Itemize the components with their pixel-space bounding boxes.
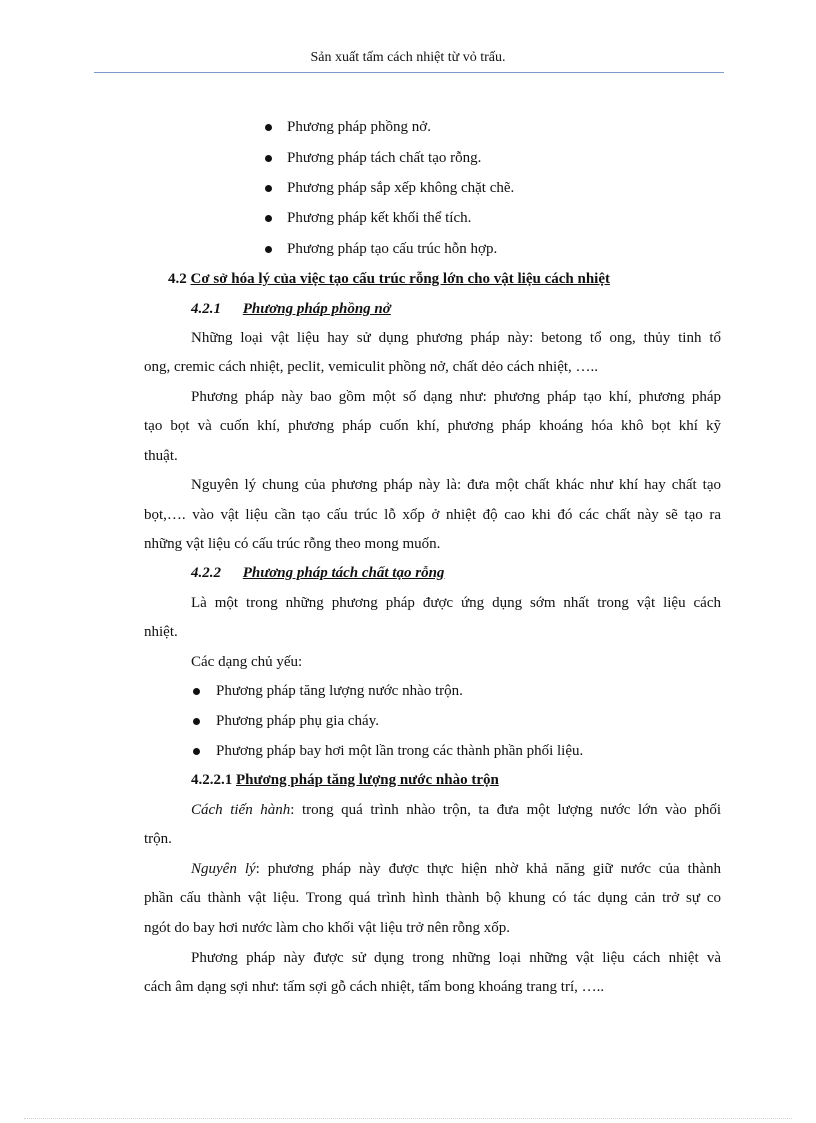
paragraph-line: Là một trong những phương pháp được ứng dụng sớm nhất trong vật liệu cách [191,595,721,611]
subsubsection-number: 4.2.2.1 [191,772,233,788]
subsection-title: Phương pháp tách chất tạo rỗng [242,565,445,581]
page-header: Sản xuất tấm cách nhiệt từ vỏ trấu. [310,50,506,65]
paragraph-line: Nguyên lý chung của phương pháp này là: đưa một chất khác như khí hay chất tạo [191,477,721,493]
paragraph-line: Những loại vật liệu hay sử dụng phương pháp này: betong tổ ong, thủy tinh tổ [191,330,721,346]
bullet-icon [265,215,272,222]
bullet-icon [265,155,272,162]
paragraph-line: phần cấu thành vật liệu. Trong quá trình hình thành bộ khung có tác dụng cản trở sự co [144,890,721,906]
paragraph-line: Phương pháp này bao gồm một số dạng như: phương pháp tạo khí, phương pháp [191,389,721,405]
subsection-number: 4.2.2 [191,565,221,581]
list-item: Phương pháp bay hơi một lần trong các thành phần phối liệu. [216,743,584,759]
subsection-heading [191,299,391,319]
section-number: 4.2 [168,271,187,287]
paragraph-line: bọt,…. vào vật liệu cần tạo cấu trúc lỗ xốp ở nhiệt độ cao khi đó các chất này sẽ tạo ra [144,507,721,523]
section-title: Cơ sở hóa lý của việc tạo cấu trúc rỗng lớn cho vật liệu cách nhiệt [190,271,610,287]
paragraph-line: Phương pháp này được sử dụng trong những loại những vật liệu cách nhiệt và [191,950,721,966]
list-item: Phương pháp phụ gia cháy. [216,713,379,729]
bullet-icon [265,185,272,192]
paragraph-line: những vật liệu có cấu trúc rỗng theo mong muốn. [144,536,441,552]
paragraph-line: trộn. [144,831,172,847]
paragraph-line [191,800,721,820]
section-heading [168,269,610,289]
subsection-title: Phương pháp phồng nở [242,301,391,317]
subsection-number: 4.2.1 [191,301,221,317]
subsection-heading [191,563,444,583]
list-item: Phương pháp phồng nở. [287,119,431,135]
bullet-icon [265,124,272,131]
paragraph-line: ong, cremic cách nhiệt, peclit, vemiculit phồng nở, chất dẻo cách nhiệt, ….. [144,359,599,375]
paragraph-line: cách âm dạng sợi như: tấm sợi gỗ cách nhiệt, tấm bong khoáng trang trí, ….. [144,979,605,995]
bullet-icon [193,718,200,725]
paragraph-line: thuật. [144,448,178,464]
bullet-icon [193,688,200,695]
subsubsection-heading [191,770,499,790]
paragraph-text: : phương pháp này được thực hiện nhờ khả năng giữ nước của thành [255,861,721,877]
paragraph-line: ngót do bay hơi nước làm cho khối vật liệu trở nên rỗng xốp. [144,920,511,936]
paragraph-line: nhiệt. [144,624,178,640]
paragraph-line: tạo bọt và cuốn khí, phương pháp cuốn khí, phương pháp khoáng hóa khô bọt khí kỹ [144,418,721,434]
paragraph-lead: Nguyên lý [191,861,256,877]
bullet-icon [193,748,200,755]
list-item: Phương pháp sắp xếp không chặt chẽ. [287,180,515,196]
page-bottom-border [24,1118,792,1119]
paragraph-text: : trong quá trình nhào trộn, ta đưa một lượng nước lớn vào phối [290,802,722,818]
list-item: Phương pháp kết khối thể tích. [287,210,472,226]
list-item: Phương pháp tách chất tạo rỗng. [287,150,482,166]
list-item: Phương pháp tăng lượng nước nhào trộn. [216,683,463,699]
paragraph-line: Các dạng chủ yếu: [191,654,303,670]
subsubsection-title: Phương pháp tăng lượng nước nhào trộn [236,772,499,788]
list-item: Phương pháp tạo cấu trúc hỗn hợp. [287,241,498,257]
bullet-icon [265,246,272,253]
header-rule [94,72,724,73]
paragraph-line [191,859,721,879]
paragraph-lead: Cách tiến hành [191,802,291,818]
